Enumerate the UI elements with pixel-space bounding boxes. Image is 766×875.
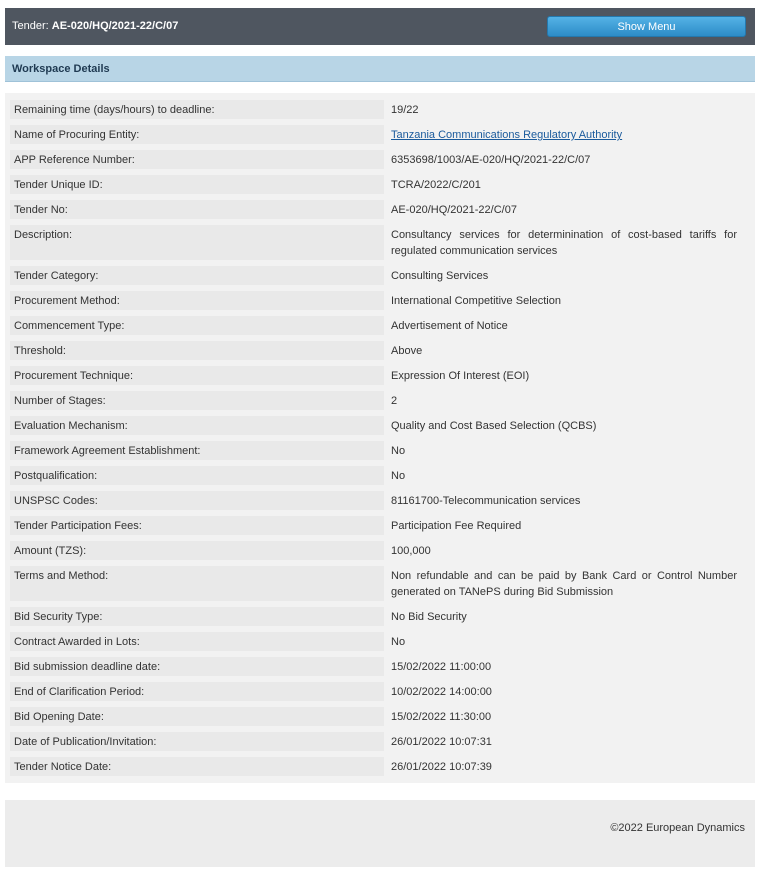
tender-prefix: Tender: xyxy=(12,20,49,32)
detail-label: Postqualification: xyxy=(14,470,98,482)
detail-value-cell xyxy=(391,291,737,309)
tender-number: AE-020/HQ/2021-22/C/07 xyxy=(51,20,179,32)
footer xyxy=(5,800,755,867)
detail-row xyxy=(5,100,755,119)
detail-label-cell xyxy=(10,266,384,285)
detail-label: Framework Agreement Establishment: xyxy=(14,445,201,457)
detail-value: Expression Of Interest (EOI) xyxy=(391,370,530,382)
detail-label: Threshold: xyxy=(14,345,66,357)
detail-row xyxy=(5,150,755,169)
detail-value-cell xyxy=(391,225,737,259)
detail-value-cell xyxy=(391,657,737,675)
detail-label-cell xyxy=(10,125,384,144)
detail-value-cell xyxy=(391,516,737,534)
detail-value: 10/02/2022 14:00:00 xyxy=(391,686,492,698)
detail-label-cell xyxy=(10,541,384,560)
detail-label: Bid Security Type: xyxy=(14,611,103,623)
detail-label: UNSPSC Codes: xyxy=(14,495,98,507)
detail-label-cell xyxy=(10,100,384,119)
detail-label: Bid submission deadline date: xyxy=(14,661,161,673)
detail-label: Evaluation Mechanism: xyxy=(14,420,128,432)
detail-row xyxy=(5,757,755,776)
detail-value: No Bid Security xyxy=(391,611,467,623)
detail-label: Contract Awarded in Lots: xyxy=(14,636,140,648)
detail-label-cell xyxy=(10,566,384,601)
detail-label-cell xyxy=(10,150,384,169)
detail-value-cell xyxy=(391,707,737,725)
detail-value-cell xyxy=(391,316,737,334)
detail-value: No xyxy=(391,636,406,648)
detail-label-cell xyxy=(10,341,384,360)
detail-label-cell xyxy=(10,657,384,676)
detail-label-cell xyxy=(10,466,384,485)
detail-value: Non refundable and can be paid by Bank Card or Control Number generated on TANePS during Bid Submission xyxy=(391,570,737,598)
detail-label-cell xyxy=(10,516,384,535)
detail-row xyxy=(5,632,755,651)
detail-value: 100,000 xyxy=(391,545,431,557)
detail-value: Consulting Services xyxy=(391,270,489,282)
detail-label-cell xyxy=(10,607,384,626)
detail-value-cell xyxy=(391,341,737,359)
detail-label: Tender Category: xyxy=(14,270,99,282)
detail-label: Number of Stages: xyxy=(14,395,106,407)
detail-value: 26/01/2022 10:07:31 xyxy=(391,736,492,748)
detail-label: Procurement Technique: xyxy=(14,370,134,382)
detail-value: Above xyxy=(391,345,423,357)
detail-label: Amount (TZS): xyxy=(14,545,87,557)
detail-label: Tender Notice Date: xyxy=(14,761,112,773)
detail-value-cell xyxy=(391,466,737,484)
detail-row xyxy=(5,416,755,435)
detail-row xyxy=(5,291,755,310)
detail-value-cell xyxy=(391,757,737,775)
detail-value-cell xyxy=(391,682,737,700)
detail-label: Tender No: xyxy=(14,204,68,216)
detail-label-cell xyxy=(10,391,384,410)
detail-value: Participation Fee Required xyxy=(391,520,522,532)
detail-label-cell xyxy=(10,491,384,510)
workspace-details-table xyxy=(5,93,755,783)
detail-label-cell xyxy=(10,707,384,726)
detail-label: End of Clarification Period: xyxy=(14,686,145,698)
detail-value-cell xyxy=(391,541,737,559)
detail-row xyxy=(5,225,755,260)
detail-value-cell xyxy=(391,607,737,625)
detail-row xyxy=(5,682,755,701)
detail-label-cell xyxy=(10,316,384,335)
detail-row xyxy=(5,341,755,360)
detail-row xyxy=(5,516,755,535)
detail-label-cell xyxy=(10,175,384,194)
detail-value: No xyxy=(391,470,406,482)
procuring-entity-link[interactable]: Tanzania Communications Regulatory Authority xyxy=(391,129,623,141)
detail-row xyxy=(5,175,755,194)
detail-row xyxy=(5,316,755,335)
show-menu-button[interactable]: Show Menu xyxy=(547,16,746,37)
detail-value-cell xyxy=(391,441,737,459)
detail-value: 81161700-Telecommunication services xyxy=(391,495,581,507)
detail-label: Remaining time (days/hours) to deadline: xyxy=(14,104,215,116)
detail-label-cell xyxy=(10,366,384,385)
workspace-details-header xyxy=(5,56,755,82)
detail-value: 15/02/2022 11:30:00 xyxy=(391,711,492,723)
detail-value-cell xyxy=(391,266,737,284)
tender-title xyxy=(12,20,178,32)
detail-value-cell xyxy=(391,175,737,193)
detail-row xyxy=(5,657,755,676)
detail-row xyxy=(5,732,755,751)
detail-row xyxy=(5,200,755,219)
detail-value: No xyxy=(391,445,406,457)
detail-label-cell xyxy=(10,200,384,219)
detail-label-cell xyxy=(10,682,384,701)
detail-value: TCRA/2022/C/201 xyxy=(391,179,481,191)
detail-value: Quality and Cost Based Selection (QCBS) xyxy=(391,420,597,432)
detail-value-cell xyxy=(391,416,737,434)
detail-label: Procurement Method: xyxy=(14,295,120,307)
detail-value-cell xyxy=(391,632,737,650)
detail-label-cell xyxy=(10,632,384,651)
detail-row xyxy=(5,491,755,510)
detail-row xyxy=(5,607,755,626)
detail-label-cell xyxy=(10,441,384,460)
detail-label: APP Reference Number: xyxy=(14,154,135,166)
detail-label-cell xyxy=(10,732,384,751)
detail-row xyxy=(5,566,755,601)
detail-value: Advertisement of Notice xyxy=(391,320,508,332)
detail-label: Commencement Type: xyxy=(14,320,125,332)
detail-label: Terms and Method: xyxy=(14,570,109,582)
detail-value: 15/02/2022 11:00:00 xyxy=(391,661,492,673)
detail-value: 26/01/2022 10:07:39 xyxy=(391,761,492,773)
detail-label-cell xyxy=(10,416,384,435)
detail-row xyxy=(5,391,755,410)
detail-row xyxy=(5,466,755,485)
detail-value-cell xyxy=(391,200,737,218)
detail-row xyxy=(5,125,755,144)
detail-value: 6353698/1003/AE-020/HQ/2021-22/C/07 xyxy=(391,154,591,166)
detail-value-cell xyxy=(391,491,737,509)
detail-label: Date of Publication/Invitation: xyxy=(14,736,157,748)
detail-label-cell xyxy=(10,757,384,776)
detail-value: International Competitive Selection xyxy=(391,295,561,307)
detail-value: Consultancy services for determinination of cost-based tariffs for regulated communication services xyxy=(391,229,737,257)
detail-row xyxy=(5,707,755,726)
detail-label-cell xyxy=(10,291,384,310)
detail-value: AE-020/HQ/2021-22/C/07 xyxy=(391,204,517,216)
copyright-text: ©2022 European Dynamics xyxy=(610,822,745,834)
detail-row xyxy=(5,366,755,385)
detail-value-cell xyxy=(391,100,737,118)
detail-value-cell xyxy=(391,366,737,384)
detail-label: Bid Opening Date: xyxy=(14,711,104,723)
detail-row xyxy=(5,541,755,560)
detail-label-cell xyxy=(10,225,384,260)
detail-value-cell xyxy=(391,125,737,143)
detail-value: 2 xyxy=(391,395,398,407)
detail-label: Name of Procuring Entity: xyxy=(14,129,140,141)
detail-value-cell xyxy=(391,566,737,600)
detail-label: Tender Unique ID: xyxy=(14,179,103,191)
top-bar xyxy=(5,8,755,45)
detail-row xyxy=(5,441,755,460)
detail-label: Description: xyxy=(14,229,73,241)
detail-value-cell xyxy=(391,150,737,168)
section-title: Workspace Details xyxy=(12,63,110,75)
detail-label: Tender Participation Fees: xyxy=(14,520,142,532)
detail-value: 19/22 xyxy=(391,104,419,116)
detail-value-cell xyxy=(391,391,737,409)
detail-value-cell xyxy=(391,732,737,750)
detail-row xyxy=(5,266,755,285)
